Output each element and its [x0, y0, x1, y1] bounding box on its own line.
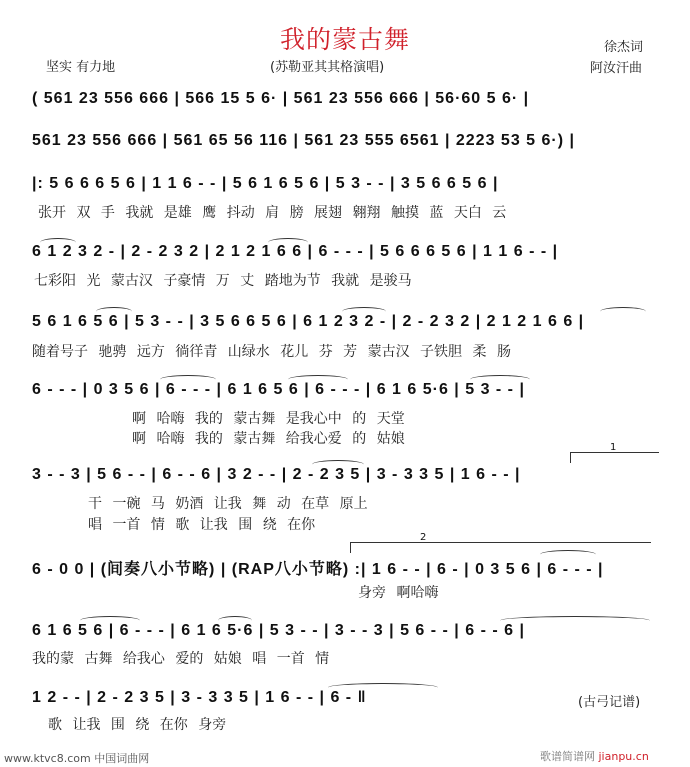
slur [600, 307, 646, 316]
slur [312, 460, 364, 469]
slur [342, 307, 386, 316]
slur [500, 616, 650, 625]
score-line-3: |: 5 6 6 6 5 6 | 1 1 6 - - | 5 6 1 6 5 6 | 5 3 - - | 3 5 6 6 5 6 | [32, 175, 499, 192]
slur [40, 238, 76, 247]
slur [268, 238, 308, 247]
first-ending-number: 1 [610, 442, 617, 453]
score-line-5: 5 6 1 6 5 6 | 5 3 - - | 3 5 6 6 5 6 | 6 1 2 3 2 - | 2 - 2 3 2 | 2 1 2 1 6 6 | [32, 313, 585, 330]
second-ending-number: 2 [420, 532, 427, 543]
score-line-10: 1 2 - - | 2 - 2 3 5 | 3 - 3 3 5 | 1 6 - - | 6 - ‖ [32, 689, 367, 706]
second-ending-bracket [350, 542, 651, 553]
slur [80, 616, 140, 625]
slur [160, 375, 216, 384]
first-ending-bracket [570, 452, 659, 463]
lyric-line-7b: 唱 一首 情 歌 让我 围 绕 在你 [88, 517, 316, 533]
lyric-line-8: 身旁 啊哈嗨 [358, 585, 439, 601]
score-line-1: ( 561 23 556 666 | 566 15 5 6· | 561 23 556 666 | 56·60 5 6· | [32, 90, 530, 107]
score-line-8: 6 - 0 0 | (间奏八小节略) | (RAP八小节略) :| 1 6 - - | 6 - | 0 3 5 6 | 6 - - - | [32, 561, 604, 578]
lyric-line-5: 随着号子 驰骋 远方 徜徉青 山绿水 花儿 芬 芳 蒙古汉 子铁胆 柔 肠 [32, 344, 511, 360]
footer-site-right-url: jianpu.cn [598, 750, 649, 763]
song-title: 我的蒙古舞 [279, 25, 410, 54]
slur [470, 375, 530, 384]
footer-site-left: www.ktvc8.com 中国词曲网 [4, 752, 150, 765]
composer-credit: 阿汝汗曲 [590, 61, 643, 76]
lyric-line-6b: 啊 哈嗨 我的 蒙古舞 给我心爱 的 姑娘 [132, 431, 405, 447]
slur [288, 375, 348, 384]
slur [218, 616, 252, 625]
score-line-6: 6 - - - | 0 3 5 6 | 6 - - - | 6 1 6 5 6 | 6 - - - | 6 1 6 5·6 | 5 3 - - | [32, 381, 525, 398]
score-line-9: 6 1 6 5 6 | 6 - - - | 6 1 6 5·6 | 5 3 - - | 3 - - 3 | 5 6 - - | 6 - - 6 | [32, 622, 525, 639]
lyric-line-6a: 啊 哈嗨 我的 蒙古舞 是我心中 的 天堂 [132, 411, 405, 427]
slur [328, 683, 438, 692]
score-line-4: 6 1 2 3 2 - | 2 - 2 3 2 | 2 1 2 1 6 6 | 6 - - - | 5 6 6 6 5 6 | 1 1 6 - - | [32, 243, 559, 260]
tempo-marking: 坚实 有力地 [46, 60, 116, 75]
footer-site-right [540, 748, 649, 764]
notation-credit: (古弓记谱) [578, 695, 641, 710]
score-line-2: 561 23 556 666 | 561 65 56 116 | 561 23 555 6561 | 2223 53 5 6·) | [32, 132, 575, 149]
lyric-line-3: 张开 双 手 我就 是雄 鹰 抖动 肩 膀 展翅 翱翔 触摸 蓝 天白 云 [38, 205, 507, 221]
lyric-line-9: 我的蒙 古舞 给我心 爱的 姑娘 唱 一首 情 [32, 651, 330, 667]
lyric-line-7a: 干 一碗 马 奶酒 让我 舞 动 在草 原上 [88, 496, 368, 512]
score-line-7: 3 - - 3 | 5 6 - - | 6 - - 6 | 3 2 - - | 2 - 2 3 5 | 3 - 3 3 5 | 1 6 - - | [32, 466, 521, 483]
slur [96, 307, 132, 316]
lyricist-credit: 徐杰词 [604, 40, 644, 55]
lyric-line-4: 七彩阳 光 蒙古汉 子豪情 万 丈 踏地为节 我就 是骏马 [34, 273, 412, 289]
lyric-line-10: 歌 让我 围 绕 在你 身旁 [48, 717, 227, 733]
slur [540, 550, 596, 559]
footer-site-right-prefix: 歌谱简谱网 [540, 750, 599, 763]
performer-credit: (苏勒亚其其格演唱) [270, 60, 385, 75]
